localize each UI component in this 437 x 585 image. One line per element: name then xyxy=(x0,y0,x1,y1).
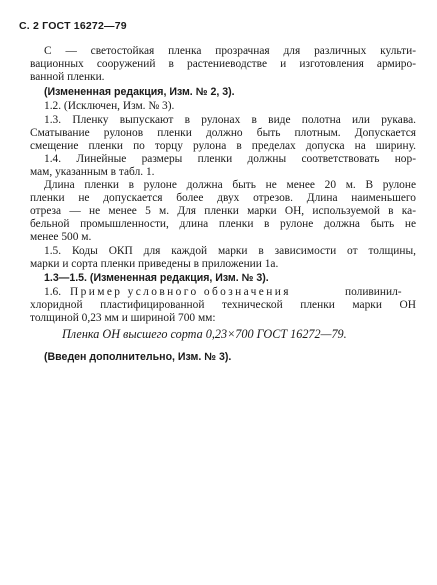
text-line-1-3c: смещение пленки по торцу рулона в пределах допуска на ширину. xyxy=(30,140,416,152)
example-designation: Пленка ОН высшего сорта 0,23×700 ГОСТ 16272—79. xyxy=(62,327,347,341)
text-line-1-5a: 1.5. Коды ОКП для каждой марки в зависимости от толщины, xyxy=(44,245,416,257)
text-line-2: вационных сооружений в растениеводстве и изготовления армиро- xyxy=(30,58,416,70)
text-line-3: ванной пленки. xyxy=(30,71,105,83)
text-line-length-c: отреза — не менее 5 м. Для пленки марки ОН, используемой в ка- xyxy=(30,205,416,217)
text-line-length-b: пленки не допускается более двух отрезов. Длина наименьшего xyxy=(30,192,416,204)
clause-number-1-6: 1.6. xyxy=(44,286,62,298)
example-heading: Пример условного обозначения xyxy=(70,286,291,298)
amendment-note-1: (Измененная редакция, Изм. № 2, 3). xyxy=(44,86,235,98)
text-line-1-3b: Сматывание рулонов пленки должно быть плотным. Допускается xyxy=(30,127,416,139)
amendment-note-2: 1.3—1.5. (Измененная редакция, Изм. № 3). xyxy=(44,272,269,284)
text-line-length-a: Длина пленки в рулоне должна быть не менее 20 м. В рулоне xyxy=(44,179,416,191)
text-line-1-6-end: поливинил- xyxy=(345,286,402,298)
text-line-length-e: менее 500 м. xyxy=(30,231,92,243)
text-line-length-d: бельной промышленности, длина пленки в рулоне должна быть не xyxy=(30,218,416,230)
text-line-1: С — светостойкая пленка прозрачная для различных культи- xyxy=(44,45,416,57)
text-line-1-4b: мам, указанным в табл. 1. xyxy=(30,166,155,178)
text-line-1-6c: толщиной 0,23 мм и шириной 700 мм: xyxy=(30,312,216,324)
text-line-1-2: 1.2. (Исключен, Изм. № 3). xyxy=(44,100,175,112)
amendment-note-3: (Введен дополнительно, Изм. № 3). xyxy=(44,351,232,363)
page-header: С. 2 ГОСТ 16272—79 xyxy=(19,20,127,32)
text-line-1-3a: 1.3. Пленку выпускают в рулонах в виде полотна или рукава. xyxy=(44,114,416,126)
text-line-1-5b: марки и сорта пленки приведены в приложении 1а. xyxy=(30,258,279,270)
text-line-1-4a: 1.4. Линейные размеры пленки должны соответствовать нор- xyxy=(44,153,416,165)
text-line-1-6b: хлоридной пластифицированной технической пленки марки ОН xyxy=(30,299,416,311)
